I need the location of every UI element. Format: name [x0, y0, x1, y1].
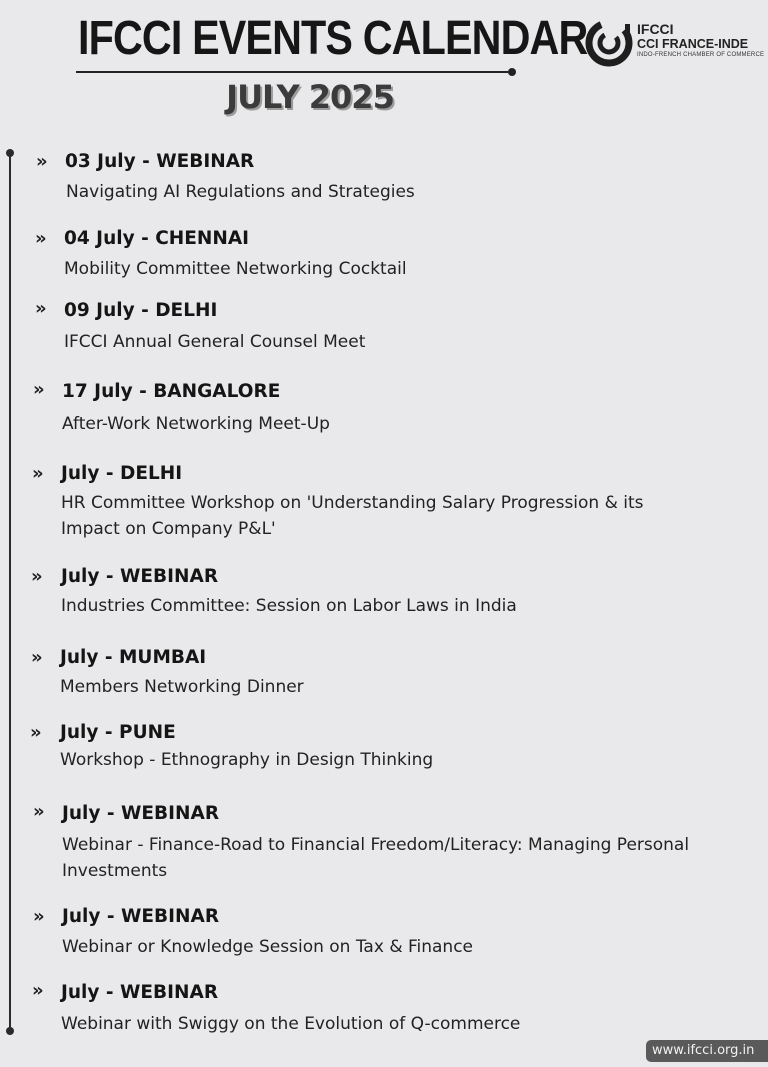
chevron-right-icon: » [31, 647, 43, 668]
timeline-dot-bottom [6, 1027, 14, 1035]
ifcci-logo-icon [585, 18, 633, 68]
event-date: July - WEBINAR [62, 803, 220, 824]
page-title: IFCCI EVENTS CALENDAR [78, 12, 588, 65]
event-date: July - WEBINAR [61, 982, 219, 1003]
chevron-right-icon: » [35, 298, 47, 319]
month-label: JULY 2025 [226, 78, 394, 116]
chevron-right-icon: » [32, 463, 44, 484]
chevron-right-icon: » [36, 151, 48, 172]
chevron-right-icon: » [33, 379, 45, 400]
event-title: Webinar - Finance-Road to Financial Freedom/Literacy: Managing Personal Investments [62, 835, 690, 881]
event-date: July - MUMBAI [60, 647, 207, 668]
event-title: Navigating AI Regulations and Strategies [66, 182, 415, 202]
event-title: Webinar or Knowledge Session on Tax & Finance [62, 937, 474, 957]
event-date: July - PUNE [60, 722, 176, 743]
timeline-dot-top [6, 149, 14, 157]
event-date: 09 July - DELHI [64, 300, 218, 321]
logo-name: IFCCI [637, 21, 674, 37]
event-date: 17 July - BANGALORE [62, 381, 281, 402]
timeline-line [9, 153, 11, 1031]
title-underline [76, 71, 512, 73]
chevron-right-icon: » [33, 906, 45, 927]
logo-subtitle: CCI FRANCE-INDE [637, 37, 749, 51]
event-title: Workshop - Ethnography in Design Thinking [60, 750, 434, 770]
chevron-right-icon: » [31, 566, 43, 587]
chevron-right-icon: » [30, 722, 42, 743]
event-title: Members Networking Dinner [60, 677, 304, 697]
website-link[interactable]: www.ifcci.org.in [646, 1040, 768, 1062]
chevron-right-icon: » [32, 980, 44, 1001]
event-date: 03 July - WEBINAR [65, 151, 255, 172]
event-date: July - WEBINAR [62, 906, 220, 927]
event-title: IFCCI Annual General Counsel Meet [64, 332, 366, 352]
event-date: July - WEBINAR [61, 566, 219, 587]
logo-tagline: INDO-FRENCH CHAMBER OF COMMERCE [637, 52, 765, 58]
event-title: HR Committee Workshop on 'Understanding Salary Progression & its Impact on Company P&L' [61, 493, 644, 539]
ifcci-logo [585, 18, 765, 70]
event-date: July - DELHI [61, 463, 183, 484]
event-title: After-Work Networking Meet-Up [62, 414, 330, 434]
chevron-right-icon: » [35, 228, 47, 249]
event-title: Mobility Committee Networking Cocktail [64, 259, 407, 279]
chevron-right-icon: » [33, 801, 45, 822]
event-date: 04 July - CHENNAI [64, 228, 250, 249]
event-title: Industries Committee: Session on Labor Laws in India [61, 596, 517, 616]
event-title: Webinar with Swiggy on the Evolution of Q-commerce [61, 1014, 521, 1034]
